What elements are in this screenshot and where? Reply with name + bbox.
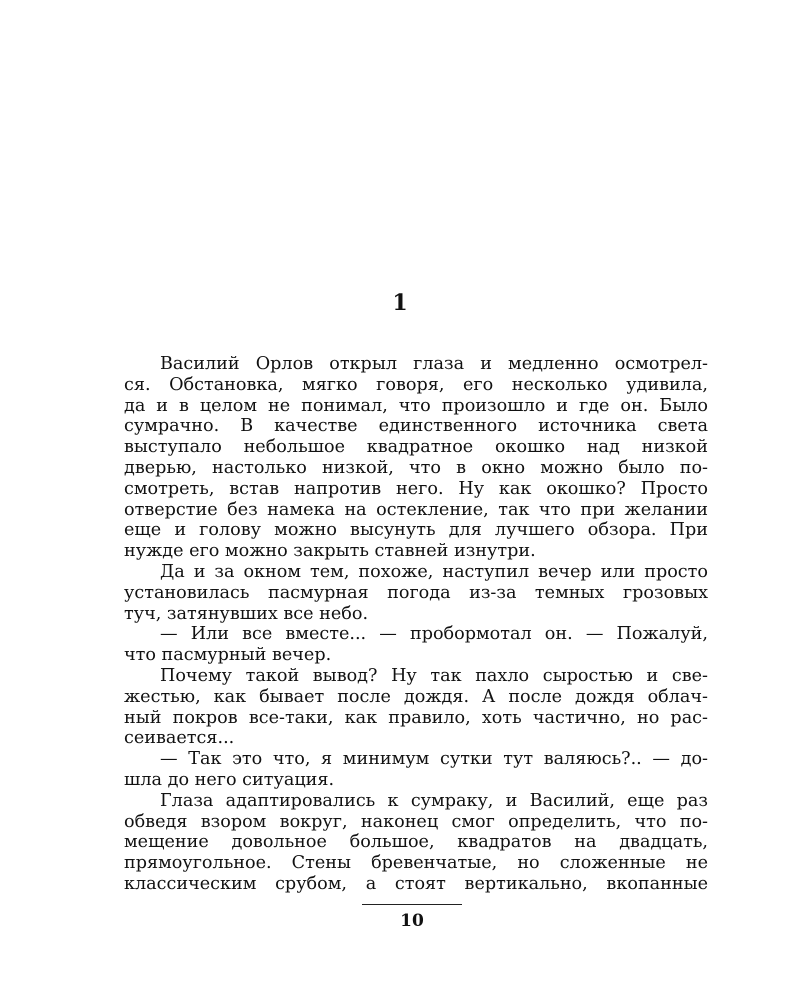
footer-divider bbox=[362, 904, 462, 905]
body-text bbox=[124, 354, 708, 895]
text-line: мещение довольное большое, квадратов на двадцать, bbox=[124, 832, 708, 853]
text-line: Да и за окном тем, похоже, наступил вечер или просто bbox=[160, 561, 708, 582]
text-line: туч, затянувших все небо. bbox=[124, 603, 369, 624]
text-line: смотреть, встав напротив него. Ну как окошко? Просто bbox=[124, 478, 708, 499]
text-line: нужде его можно закрыть ставней изнутри. bbox=[124, 541, 536, 562]
text-line: ся. Обстановка, мягко говоря, его несколько удивила, bbox=[124, 374, 708, 395]
page-number: 10 bbox=[400, 911, 424, 931]
text-line: ный покров все-таки, как правило, хоть частично, но рас- bbox=[124, 707, 708, 728]
text-line: установилась пасмурная погода из-за темных грозовых bbox=[124, 582, 708, 603]
text-line: дверью, настолько низкой, что в окно можно было по- bbox=[124, 457, 708, 478]
text-line: Василий Орлов открыл глаза и медленно осмотрел- bbox=[160, 354, 708, 374]
text-line: классическим срубом, а стоят вертикально, вкопанные bbox=[124, 873, 708, 894]
text-line: — Так это что, я минимум сутки тут валяюсь?.. — до- bbox=[160, 749, 708, 770]
text-line: прямоугольное. Стены бревенчатые, но сложенные не bbox=[124, 853, 708, 874]
text-line: выступало небольшое квадратное окошко над низкой bbox=[124, 437, 708, 458]
text-line: Глаза адаптировались к сумраку, и Василий, еще раз bbox=[160, 790, 708, 811]
text-line: Почему такой вывод? Ну так пахло сыростью и све- bbox=[160, 665, 708, 686]
text-line: обведя взором вокруг, наконец смог определить, что по- bbox=[124, 811, 708, 832]
text-line: сеивается... bbox=[124, 728, 235, 749]
text-line: — Или все вместе... — пробормотал он. — Пожалуй, bbox=[160, 624, 708, 645]
text-line: жестью, как бывает после дождя. А после дождя облач- bbox=[124, 686, 708, 707]
text-line: еще и голову можно высунуть для лучшего обзора. При bbox=[124, 520, 708, 541]
text-line: шла до него ситуация. bbox=[124, 769, 335, 790]
text-line: сумрачно. В качестве единственного источника света bbox=[124, 416, 708, 437]
text-line: да и в целом не понимал, что произошло и где он. Было bbox=[124, 395, 708, 416]
text-line: отверстие без намека на остекление, так что при желании bbox=[124, 499, 708, 520]
text-line: что пасмурный вечер. bbox=[124, 645, 332, 666]
chapter-number: 1 bbox=[392, 290, 408, 316]
